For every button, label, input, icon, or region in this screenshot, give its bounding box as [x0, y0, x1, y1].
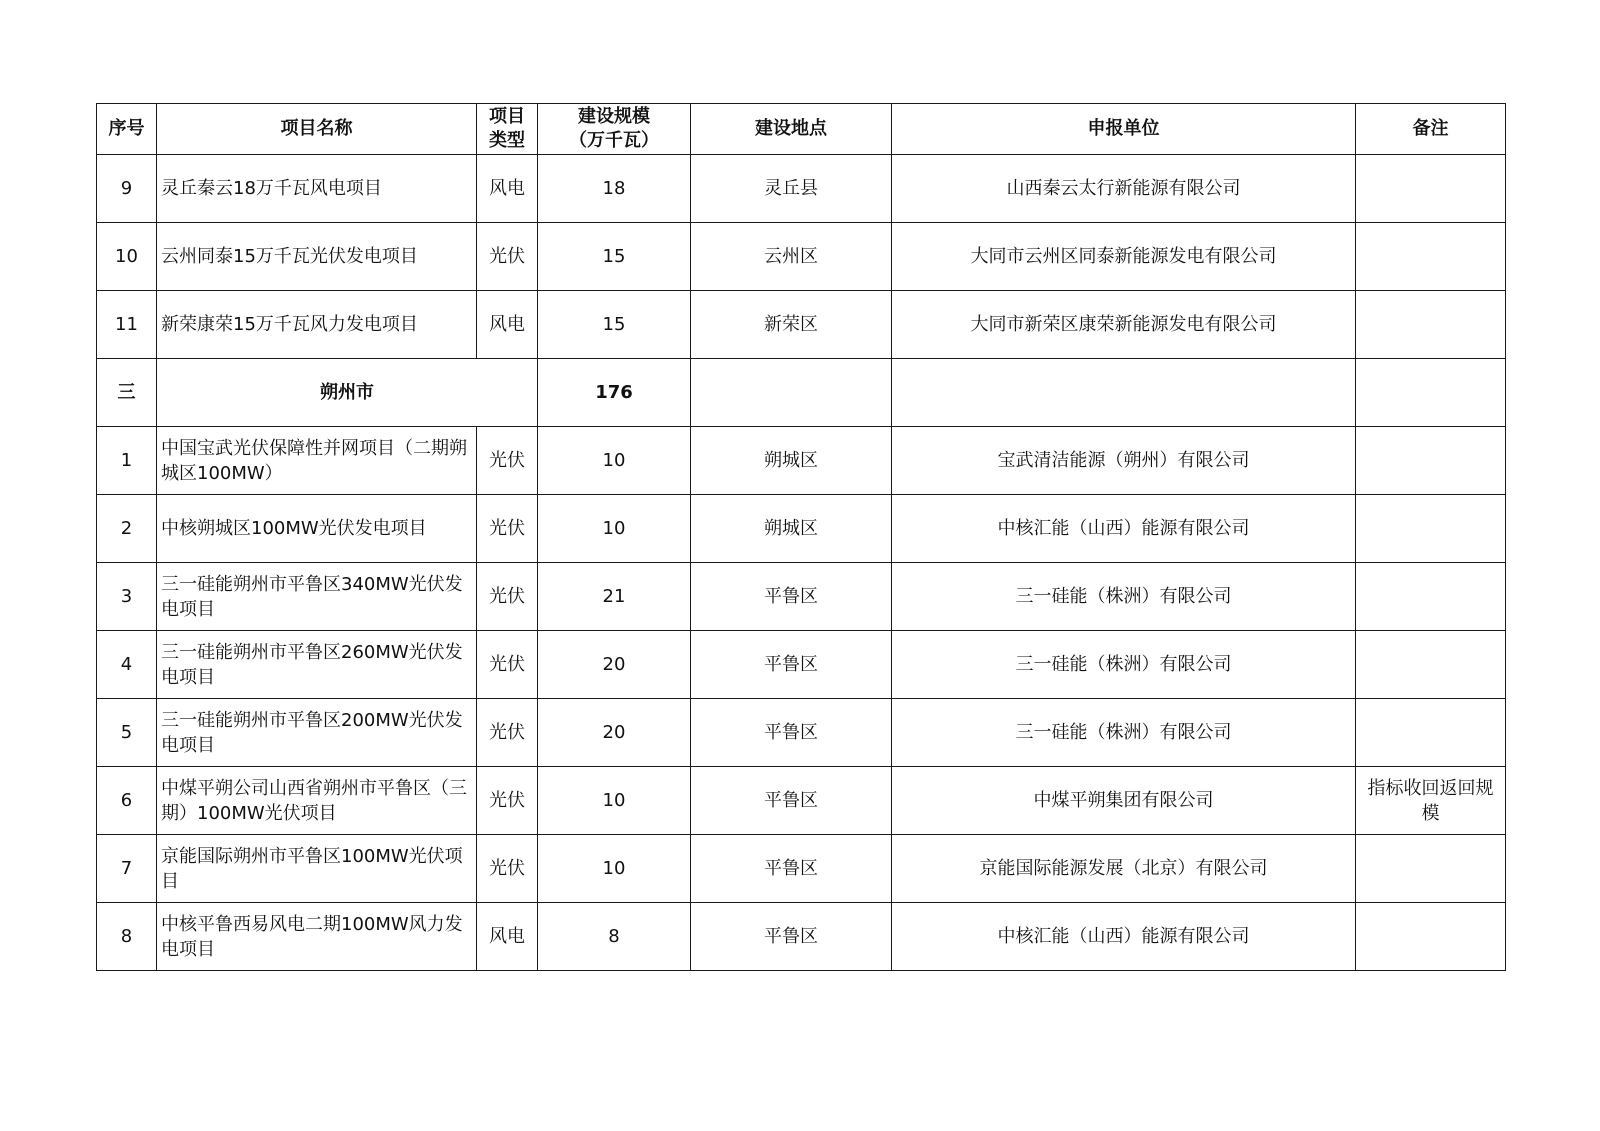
cell-project-type: 光伏 [477, 563, 538, 631]
cell-project-name: 新荣康荣15万千瓦风力发电项目 [157, 291, 477, 359]
cell-scale: 18 [538, 155, 691, 223]
header-project-type [477, 104, 538, 155]
cell-seq: 6 [97, 767, 157, 835]
cell-project-name: 京能国际朔州市平鲁区100MW光伏项目 [157, 835, 477, 903]
cell-project-type: 风电 [477, 903, 538, 971]
cell-scale: 10 [538, 495, 691, 563]
cell-project-type: 光伏 [477, 699, 538, 767]
cell-project-name: 三一硅能朔州市平鲁区200MW光伏发电项目 [157, 699, 477, 767]
group-row [97, 359, 1506, 427]
table-row [97, 155, 1506, 223]
cell-seq: 7 [97, 835, 157, 903]
cell-project-name: 云州同泰15万千瓦光伏发电项目 [157, 223, 477, 291]
header-location: 建设地点 [691, 104, 892, 155]
cell-remark [1356, 835, 1506, 903]
cell-remark [1356, 903, 1506, 971]
table-row [97, 699, 1506, 767]
cell-seq: 8 [97, 903, 157, 971]
group-name: 朔州市 [157, 359, 538, 427]
cell-project-name: 中核朔城区100MW光伏发电项目 [157, 495, 477, 563]
cell-seq: 5 [97, 699, 157, 767]
group-scale: 176 [538, 359, 691, 427]
cell-remark [1356, 699, 1506, 767]
header-scale [538, 104, 691, 155]
cell-scale: 10 [538, 427, 691, 495]
cell-location: 朔城区 [691, 495, 892, 563]
cell-seq: 2 [97, 495, 157, 563]
header-scale-line1: 建设规模 [578, 106, 650, 127]
cell-seq: 3 [97, 563, 157, 631]
cell-location: 平鲁区 [691, 903, 892, 971]
header-remark: 备注 [1356, 104, 1506, 155]
cell-applicant: 三一硅能（株洲）有限公司 [892, 563, 1356, 631]
cell-remark [1356, 495, 1506, 563]
cell-seq: 1 [97, 427, 157, 495]
cell-scale: 15 [538, 223, 691, 291]
table-row [97, 291, 1506, 359]
cell-applicant: 三一硅能（株洲）有限公司 [892, 699, 1356, 767]
cell-project-type: 风电 [477, 291, 538, 359]
cell-seq: 11 [97, 291, 157, 359]
table-row [97, 563, 1506, 631]
cell-project-name: 三一硅能朔州市平鲁区340MW光伏发电项目 [157, 563, 477, 631]
cell-applicant: 山西秦云太行新能源有限公司 [892, 155, 1356, 223]
header-type-line1: 项目 [489, 106, 525, 127]
header-scale-line2: （万千瓦） [569, 130, 659, 151]
cell-remark [1356, 223, 1506, 291]
cell-seq: 4 [97, 631, 157, 699]
table-row [97, 631, 1506, 699]
cell-scale: 10 [538, 835, 691, 903]
cell-project-type: 光伏 [477, 835, 538, 903]
cell-remark [1356, 427, 1506, 495]
cell-applicant: 宝武清洁能源（朔州）有限公司 [892, 427, 1356, 495]
cell-scale: 20 [538, 699, 691, 767]
header-project-name: 项目名称 [157, 104, 477, 155]
cell-location: 平鲁区 [691, 699, 892, 767]
table-row [97, 495, 1506, 563]
group-location [691, 359, 892, 427]
cell-location: 朔城区 [691, 427, 892, 495]
cell-project-type: 风电 [477, 155, 538, 223]
cell-applicant: 大同市新荣区康荣新能源发电有限公司 [892, 291, 1356, 359]
group-seq: 三 [97, 359, 157, 427]
cell-project-name: 中国宝武光伏保障性并网项目（二期朔城区100MW） [157, 427, 477, 495]
table-row [97, 223, 1506, 291]
table-header-row [97, 104, 1506, 155]
table-row [97, 835, 1506, 903]
table-row [97, 427, 1506, 495]
cell-project-name: 中核平鲁西易风电二期100MW风力发电项目 [157, 903, 477, 971]
cell-remark [1356, 563, 1506, 631]
cell-seq: 10 [97, 223, 157, 291]
cell-project-name: 三一硅能朔州市平鲁区260MW光伏发电项目 [157, 631, 477, 699]
cell-scale: 20 [538, 631, 691, 699]
cell-applicant: 三一硅能（株洲）有限公司 [892, 631, 1356, 699]
cell-remark [1356, 631, 1506, 699]
cell-project-type: 光伏 [477, 631, 538, 699]
cell-project-name: 中煤平朔公司山西省朔州市平鲁区（三期）100MW光伏项目 [157, 767, 477, 835]
cell-scale: 8 [538, 903, 691, 971]
cell-applicant: 中核汇能（山西）能源有限公司 [892, 495, 1356, 563]
cell-location: 平鲁区 [691, 767, 892, 835]
table-row [97, 767, 1506, 835]
cell-applicant: 中煤平朔集团有限公司 [892, 767, 1356, 835]
cell-project-type: 光伏 [477, 427, 538, 495]
group-applicant [892, 359, 1356, 427]
cell-seq: 9 [97, 155, 157, 223]
header-applicant: 申报单位 [892, 104, 1356, 155]
cell-location: 灵丘县 [691, 155, 892, 223]
cell-remark [1356, 155, 1506, 223]
header-type-line2: 类型 [489, 130, 525, 151]
cell-location: 平鲁区 [691, 835, 892, 903]
cell-scale: 15 [538, 291, 691, 359]
cell-scale: 10 [538, 767, 691, 835]
group-remark [1356, 359, 1506, 427]
cell-project-type: 光伏 [477, 767, 538, 835]
cell-applicant: 中核汇能（山西）能源有限公司 [892, 903, 1356, 971]
cell-location: 平鲁区 [691, 631, 892, 699]
cell-location: 平鲁区 [691, 563, 892, 631]
cell-applicant: 京能国际能源发展（北京）有限公司 [892, 835, 1356, 903]
cell-applicant: 大同市云州区同泰新能源发电有限公司 [892, 223, 1356, 291]
cell-project-name: 灵丘秦云18万千瓦风电项目 [157, 155, 477, 223]
header-seq: 序号 [97, 104, 157, 155]
cell-scale: 21 [538, 563, 691, 631]
projects-table [96, 103, 1506, 971]
table-row [97, 903, 1506, 971]
cell-remark: 指标收回返回规模 [1356, 767, 1506, 835]
cell-project-type: 光伏 [477, 495, 538, 563]
cell-location: 云州区 [691, 223, 892, 291]
cell-project-type: 光伏 [477, 223, 538, 291]
cell-location: 新荣区 [691, 291, 892, 359]
cell-remark [1356, 291, 1506, 359]
